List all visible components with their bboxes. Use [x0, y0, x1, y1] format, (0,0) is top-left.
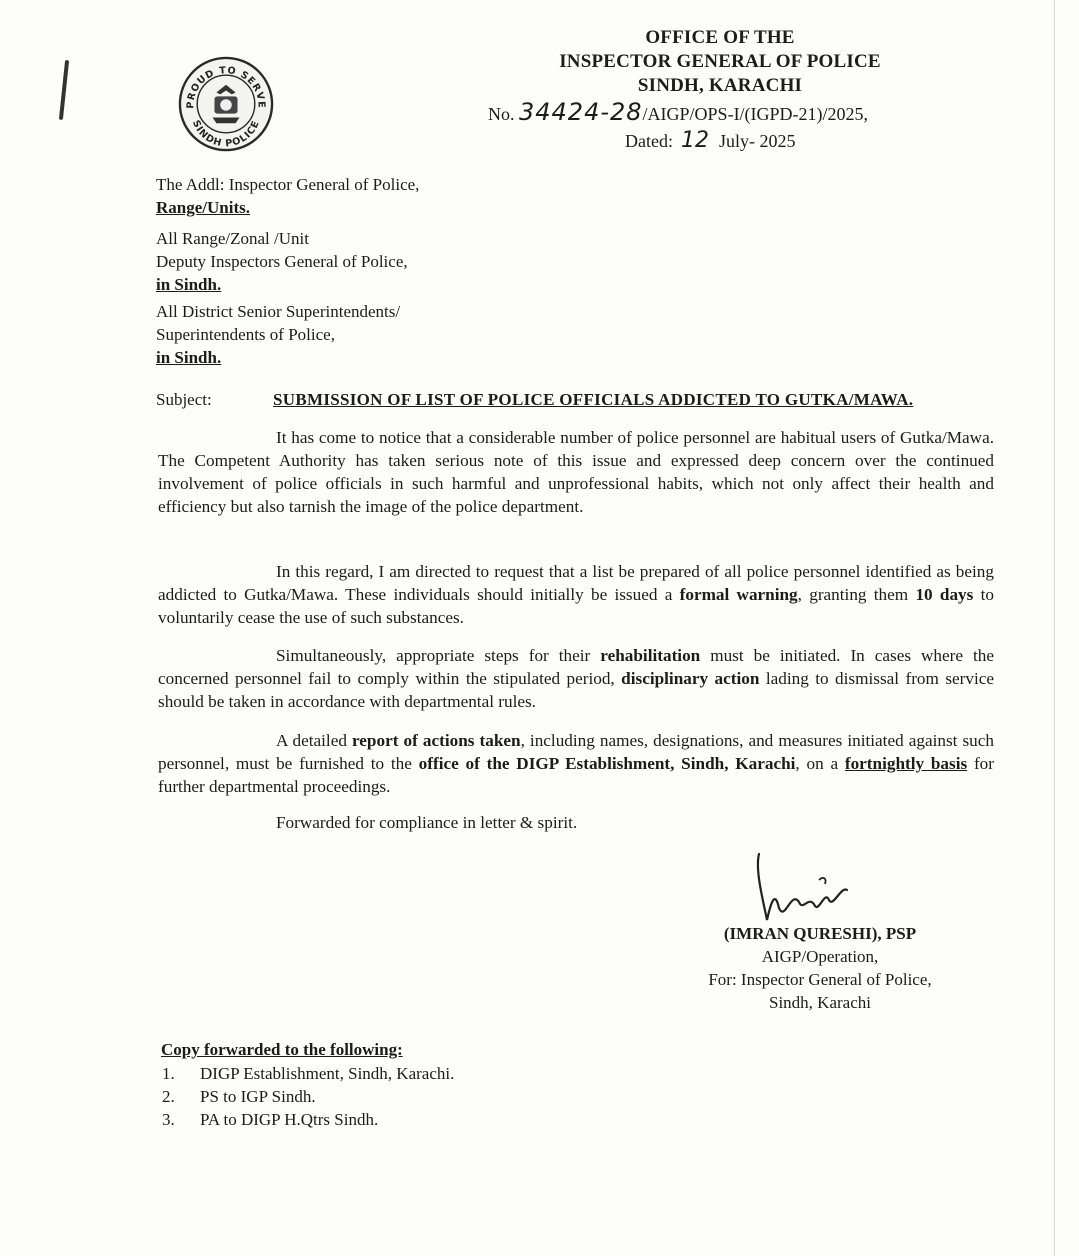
paragraph-3-text-e: lading to dismissal from service should be taken in accordance with departmental rules.: [158, 669, 994, 711]
list-item-text: PA to DIGP H.Qtrs Sindh.: [200, 1110, 379, 1129]
signatory-name: (IMRAN QURESHI), PSP: [723, 924, 917, 943]
paragraph-2: [158, 560, 994, 629]
forwarded-note: Forwarded for compliance in letter & spirit.: [276, 813, 578, 832]
paragraph-4-text-c: , including names, designations, and measures initiated against such personnel, must be furnished to the: [158, 731, 994, 773]
addressee-2-line-1: All Range/Zonal /Unit: [156, 229, 309, 248]
office-header: [460, 26, 980, 98]
paragraph-2-text-e: to voluntarily cease the use of such substances.: [158, 585, 994, 627]
paragraph-4-text-g: for further departmental proceedings.: [158, 754, 994, 796]
reference-prefix: No.: [488, 104, 515, 124]
disciplinary-action-emphasis: disciplinary action: [621, 669, 760, 688]
signatory-title: AIGP/Operation,: [761, 947, 879, 966]
paragraph-4: [158, 729, 994, 798]
margin-pen-mark: [59, 60, 69, 120]
fortnightly-basis-emphasis: fortnightly basis: [844, 754, 968, 773]
addressee-2: [156, 227, 408, 296]
list-item-number: 1.: [162, 1064, 175, 1083]
addressee-3-line-2: Superintendents of Police,: [156, 325, 335, 344]
sindh-police-seal-logo: [178, 56, 274, 152]
subject-line: [156, 390, 913, 410]
header-line-3: SINDH, KARACHI: [637, 75, 803, 96]
header-line-1: OFFICE OF THE: [645, 27, 795, 48]
addressee-3-line-3: in Sindh.: [156, 348, 222, 367]
addressee-1-line-2: Range/Units.: [156, 198, 250, 217]
list-item: [162, 1108, 454, 1131]
letter-date: [625, 128, 795, 153]
header-line-2: INSPECTOR GENERAL OF POLICE: [559, 51, 881, 72]
formal-warning-emphasis: formal warning: [679, 585, 798, 604]
seal-bottom-text: SINDH POLICE: [190, 118, 262, 150]
page-edge: [1054, 0, 1055, 1256]
list-item-number: 2.: [162, 1087, 175, 1106]
subject-text: SUBMISSION OF LIST OF POLICE OFFICIALS ADDICTED TO GUTKA/MAWA.: [273, 390, 914, 409]
report-of-actions-emphasis: report of actions taken: [351, 731, 521, 750]
seal-top-text: PROUD TO SERVE: [185, 65, 267, 109]
paragraph-2-text-a: In this regard, I am directed to request that a list be prepared of all police personnel identified as being addicted to Gutka/Mawa. These individuals should initially be issued a: [158, 562, 994, 604]
signatory-place: Sindh, Karachi: [769, 993, 871, 1012]
addressee-2-line-3: in Sindh.: [156, 275, 222, 294]
reference-number: [488, 98, 868, 126]
paragraph-4-text-e: , on a: [795, 754, 845, 773]
paragraph-3-text-c: must be initiated. In cases where the concerned personnel fail to comply within the stipulated period,: [158, 646, 994, 688]
handwritten-day: 12: [680, 128, 709, 153]
copy-forwarded-list: [162, 1062, 454, 1131]
date-month-year: July- 2025: [718, 131, 796, 151]
date-label: Dated:: [625, 131, 673, 151]
addressee-3-line-1: All District Senior Superintendents/: [156, 302, 401, 321]
paragraph-1-text: It has come to notice that a considerable number of police personnel are habitual users of Gutka/Mawa. The Competent Authority has taken serious note of this issue and expressed deep concern over the continued involvement of police officials in such harmful and unprofessional habits, which not only affect their health and efficiency but also tarnish the image of the police department.: [158, 428, 994, 516]
paragraph-1: [158, 426, 994, 518]
paragraph-3-text-a: Simultaneously, appropriate steps for their: [276, 646, 601, 665]
addressee-3: [156, 300, 400, 369]
addressee-2-line-2: Deputy Inspectors General of Police,: [156, 252, 408, 271]
ten-days-emphasis: 10 days: [915, 585, 974, 604]
handwritten-signature-icon: [745, 850, 855, 930]
subject-label: Subject:: [156, 390, 212, 409]
paragraph-2-text-c: , granting them: [797, 585, 916, 604]
reference-suffix: /AIGP/OPS-I/(IGPD-21)/2025,: [642, 104, 869, 124]
copy-forwarded-heading: Copy forwarded to the following:: [161, 1040, 403, 1059]
paragraph-4-text-a: A detailed: [276, 731, 352, 750]
addressee-1: [156, 173, 419, 219]
digp-office-emphasis: office of the DIGP Establishment, Sindh, Karachi: [418, 754, 796, 773]
paragraph-3: [158, 644, 994, 713]
list-item: [162, 1062, 454, 1085]
handwritten-reference-number: 34424-28: [519, 98, 643, 126]
rehabilitation-emphasis: rehabilitation: [600, 646, 701, 665]
addressee-1-line-1: The Addl: Inspector General of Police,: [156, 175, 420, 194]
list-item-number: 3.: [162, 1110, 175, 1129]
signatory-for-line: For: Inspector General of Police,: [708, 970, 932, 989]
list-item: [162, 1085, 454, 1108]
list-item-text: DIGP Establishment, Sindh, Karachi.: [200, 1064, 455, 1083]
signature-block: [640, 922, 1000, 1014]
list-item-text: PS to IGP Sindh.: [200, 1087, 316, 1106]
